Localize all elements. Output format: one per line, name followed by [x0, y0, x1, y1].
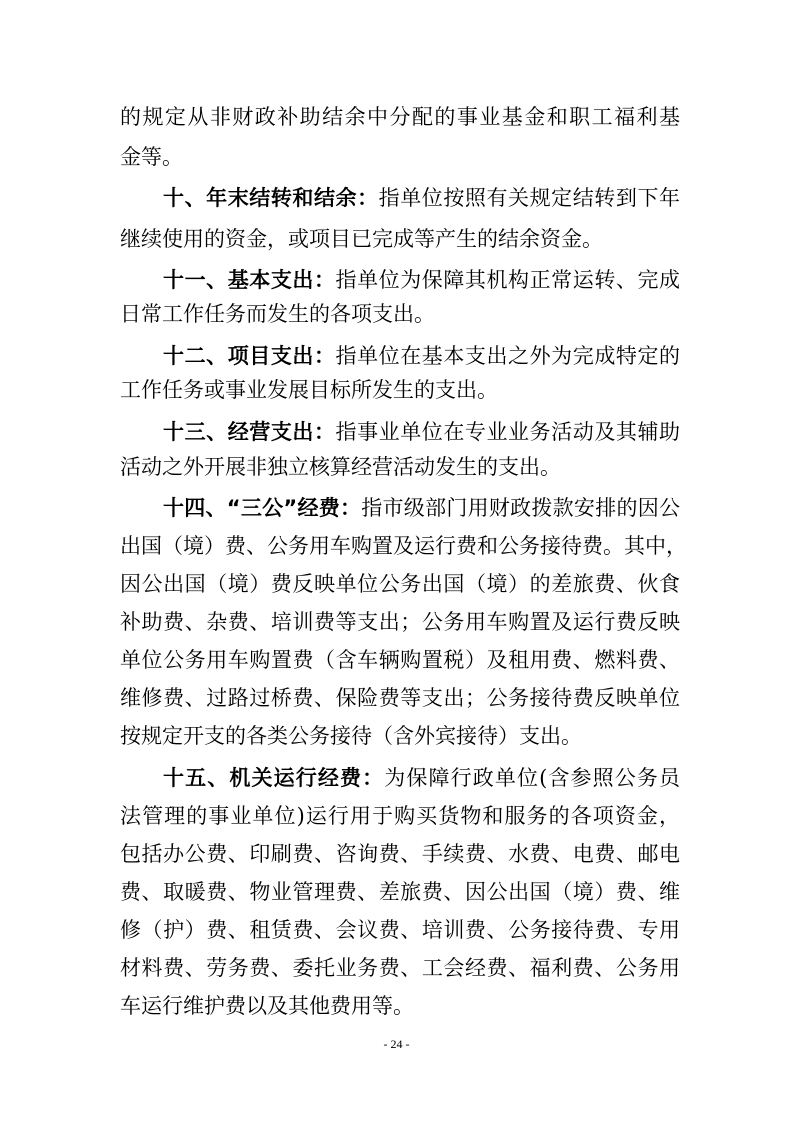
body-line: 费、取暖费、物业管理费、差旅费、因公出国（境）费、维 — [120, 880, 680, 904]
definition-term: 十五、机关运行经费： — [163, 766, 385, 790]
definition-term: 十三、经营支出： — [163, 420, 336, 444]
body-line: 出国（境）费、公务用车购置及运行费和公务接待费。其中， — [120, 534, 687, 558]
body-line: 材料费、劳务费、委托业务费、工会经费、福利费、公务用 — [120, 956, 680, 980]
definition-term: 十二、项目支出： — [163, 344, 336, 368]
definition-thirteen-line: 十三、经营支出：指事业单位在专业业务活动及其辅助 — [163, 420, 681, 444]
body-line: 修（护）费、租赁费、会议费、培训费、公务接待费、专用 — [120, 918, 680, 942]
definition-eleven-line: 十一、基本支出：指单位为保障其机构正常运转、完成 — [163, 268, 681, 292]
body-line: 单位公务用车购置费（含车辆购置税）及租用费、燃料费、 — [120, 648, 680, 672]
definition-term: 十四、“三公”经费： — [163, 496, 362, 520]
body-line: 金等。 — [120, 145, 183, 169]
body-line: 继续使用的资金，或项目已完成等产生的结余资金。 — [120, 227, 603, 251]
body-line: 包括办公费、印刷费、咨询费、手续费、水费、电费、邮电 — [120, 842, 680, 866]
definition-twelve-line: 十二、项目支出：指单位在基本支出之外为完成特定的 — [163, 344, 681, 368]
body-line: 维修费、过路过桥费、保险费等支出；公务接待费反映单位 — [120, 686, 680, 710]
body-line: 按规定开支的各类公务接待（含外宾接待）支出。 — [120, 724, 582, 748]
definition-fifteen-line: 十五、机关运行经费：为保障行政单位(含参照公务员 — [163, 766, 680, 790]
page-number: - 24 - — [383, 1037, 410, 1051]
body-line: 车运行维护费以及其他费用等。 — [120, 994, 414, 1018]
definition-ten-line: 十、年末结转和结余：指单位按照有关规定结转到下年 — [163, 186, 681, 210]
definition-fourteen-line: 十四、“三公”经费：指市级部门用财政拨款安排的因公 — [163, 496, 680, 520]
body-line: 因公出国（境）费反映单位公务出国（境）的差旅费、伙食 — [120, 572, 680, 596]
body-line: 日常工作任务而发生的各项支出。 — [120, 302, 435, 326]
definition-term: 十、年末结转和结余： — [163, 186, 379, 210]
body-line: 补助费、杂费、培训费等支出；公务用车购置及运行费反映 — [120, 610, 680, 634]
body-line: 的规定从非财政补助结余中分配的事业基金和职工福利基 — [120, 105, 680, 129]
body-line: 活动之外开展非独立核算经营活动发生的支出。 — [120, 455, 561, 479]
body-line: 工作任务或事业发展目标所发生的支出。 — [120, 378, 498, 402]
body-line: 法管理的事业单位)运行用于购买货物和服务的各项资金， — [120, 804, 680, 828]
definition-term: 十一、基本支出： — [163, 268, 336, 292]
